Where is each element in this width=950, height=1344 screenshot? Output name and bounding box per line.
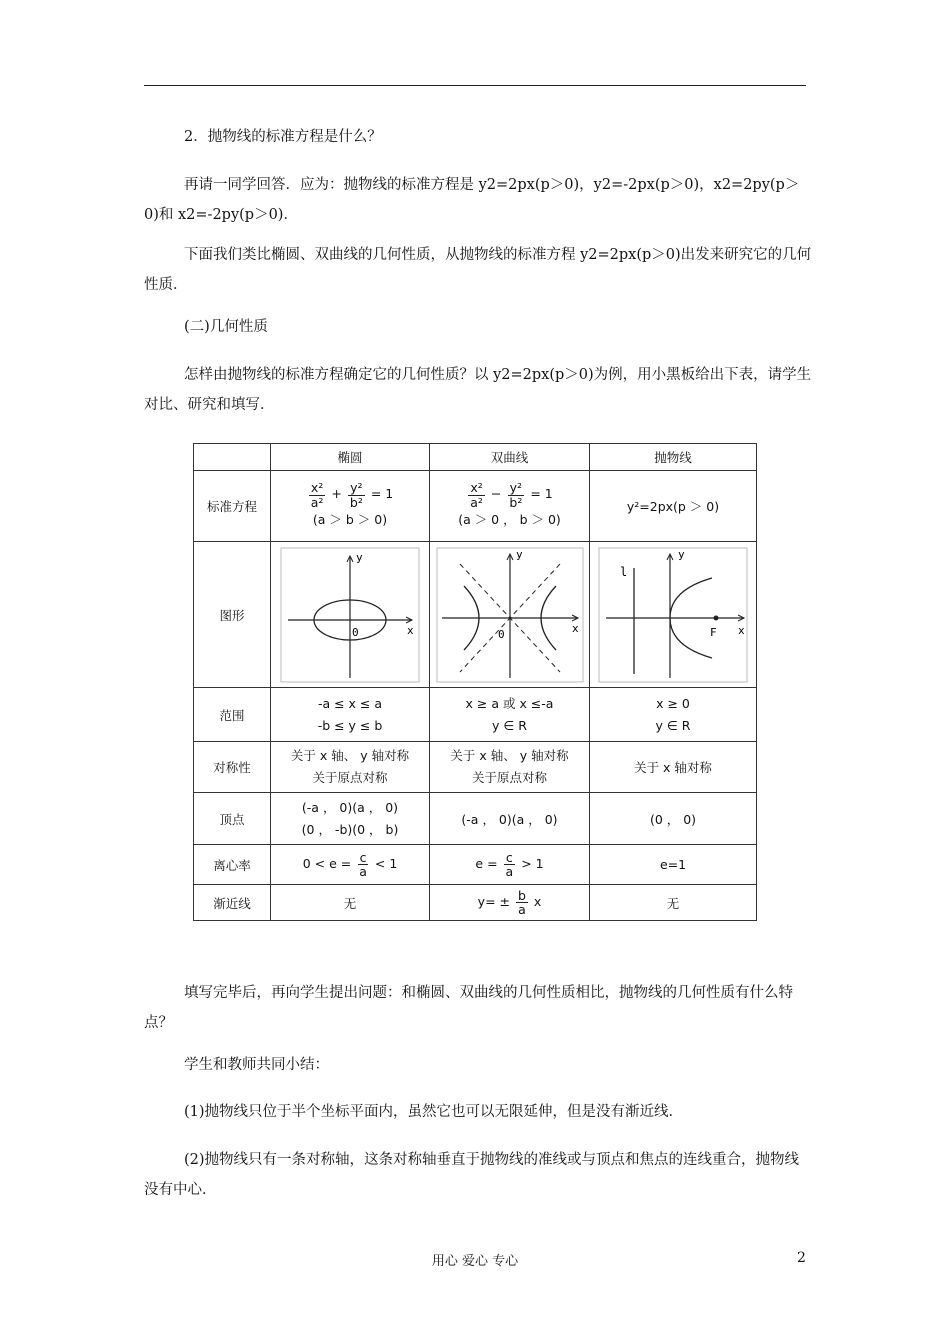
row-label-eccentricity: 离心率 [194, 845, 271, 885]
hyper-asym-suffix: x [533, 894, 542, 909]
hyperbola-range-x: x ≥ a 或 x ≤-a [465, 695, 554, 711]
table-header-row [194, 444, 757, 471]
paragraph-task: 怎样由抛物线的标准方程确定它的几何性质？以 y2=2px(p＞0)为例，用小黑板给出下表，请学生对比、研究和填写． [144, 367, 812, 413]
parabola-range-x: x ≥ 0 [656, 695, 690, 711]
ellipse-y-den: b² [349, 494, 363, 510]
ellipse-x-num: x² [310, 480, 324, 496]
page-number: 2 [797, 1250, 806, 1266]
x-label: x [571, 621, 579, 635]
hyper-asym-num: b [517, 887, 526, 903]
hyperbola-asymptote [430, 885, 590, 921]
ellipse-range [271, 688, 430, 742]
hyper-y-num: y² [509, 480, 523, 496]
ellipse-range-y: -b ≤ y ≤ b [317, 717, 383, 733]
ellipse-vertex-minor: (0 ， -b)(0 ， b) [301, 821, 399, 837]
hyper-y-den: b² [509, 494, 523, 510]
ellipse-symmetry [271, 742, 430, 793]
comparison-table [193, 443, 757, 921]
ellipse-range-x: -a ≤ x ≤ a [317, 695, 383, 711]
row-figure [194, 542, 757, 688]
hyperbola-symmetry-axes: 关于 x 轴、 y 轴对称 [450, 748, 569, 763]
header-rule [144, 85, 806, 86]
hyperbola-range [430, 688, 590, 742]
row-label-asymptote: 渐近线 [194, 885, 271, 921]
hyper-rhs: = 1 [530, 486, 553, 502]
row-symmetry [194, 742, 757, 793]
hyper-x-num: x² [470, 480, 483, 496]
hyper-ecc-num: c [505, 849, 513, 865]
ellipse-y-num: y² [350, 480, 363, 496]
hyperbola-graph [436, 546, 584, 684]
hyper-x-den: a² [470, 494, 483, 510]
ellipse-op: + [331, 486, 342, 502]
hyper-ecc-den: a [505, 864, 514, 879]
x-label: x [407, 623, 414, 637]
hyperbola-equation [430, 471, 590, 542]
parabola-asymptote: 无 [590, 885, 757, 921]
x-label: x [738, 623, 745, 637]
ellipse-symmetry-origin: 关于原点对称 [312, 770, 388, 785]
parabola-equation: y²=2px(p ＞ 0) [590, 471, 757, 542]
directrix-label: l [620, 564, 628, 579]
hyperbola-condition: (a ＞ 0 ， b ＞ 0) [458, 511, 561, 527]
parabola-figure-cell [590, 542, 757, 688]
ellipse-ecc-prefix: 0 < e = [302, 856, 352, 871]
ellipse-x-den: a² [310, 494, 324, 510]
paragraph-intro: 下面我们类比椭圆、双曲线的几何性质，从抛物线的标准方程 y2=2px(p＞0)出发来研究它的几何性质． [144, 247, 812, 293]
row-eccentricity [194, 845, 757, 885]
hyper-op: − [490, 486, 502, 502]
row-range [194, 688, 757, 742]
ellipse-asymptote: 无 [271, 885, 430, 921]
hyper-ecc-prefix: e = [475, 856, 498, 871]
hyper-asym-den: a [518, 902, 526, 917]
parabola-range-y: y ∈ R [655, 717, 691, 733]
y-label: y [356, 550, 363, 564]
origin-label: 0 [497, 627, 505, 641]
ellipse-vertex [271, 793, 430, 845]
row-label-symmetry: 对称性 [194, 742, 271, 793]
ellipse-condition: (a ＞ b ＞ 0) [312, 511, 388, 527]
parabola-range [590, 688, 757, 742]
header-hyperbola: 双曲线 [430, 444, 590, 471]
ellipse-equation [271, 471, 430, 542]
hyperbola-figure-cell [430, 542, 590, 688]
section-heading: (二)几何性质 [184, 319, 268, 335]
row-label-figure: 图形 [194, 542, 271, 688]
ellipse-symmetry-axes: 关于 x 轴、 y 轴对称 [290, 748, 410, 763]
hyperbola-range-y: y ∈ R [492, 717, 527, 733]
paragraph-followup: 填写完毕后，再向学生提出问题：和椭圆、双曲线的几何性质相比，抛物线的几何性质有什么特点？ [144, 985, 793, 1031]
parabola-symmetry: 关于 x 轴对称 [590, 742, 757, 793]
y-label: y [515, 547, 523, 561]
hyper-ecc-suffix: > 1 [521, 856, 544, 871]
parabola-vertex: (0 ， 0) [590, 793, 757, 845]
ellipse-ecc-num: c [359, 849, 367, 865]
row-asymptote [194, 885, 757, 921]
focus-label: F [710, 625, 717, 639]
paragraph-summary-intro: 学生和教师共同小结： [184, 1057, 329, 1073]
parabola-eccentricity: e=1 [590, 845, 757, 885]
ellipse-graph [280, 546, 420, 684]
hyperbola-symmetry-origin: 关于原点对称 [471, 770, 547, 785]
origin-label: 0 [352, 625, 359, 639]
hyper-asym-prefix: y= ± [477, 894, 510, 909]
footer-motto: 用心 爱心 专心 [431, 1254, 519, 1269]
row-label-range: 范围 [194, 688, 271, 742]
ellipse-ecc-den: a [359, 864, 367, 879]
y-label: y [678, 547, 685, 561]
paragraph-answer: 再请一同学回答．应为：抛物线的标准方程是 y2=2px(p＞0)，y2=-2px(p＞0)，x2=2py(p＞0)和 x2=-2py(p＞0)． [144, 177, 800, 223]
table-corner-cell [194, 444, 271, 471]
paragraph-question-2: 2．抛物线的标准方程是什么？ [184, 129, 382, 145]
paragraph-summary-2: (2)抛物线只有一条对称轴，这条对称轴垂直于抛物线的准线或与顶点和焦点的连线重合，抛物线没有中心． [144, 1152, 800, 1198]
row-label-equation: 标准方程 [194, 471, 271, 542]
paragraph-summary-1: (1)抛物线只位于半个坐标平面内，虽然它也可以无限延伸，但是没有渐近线． [184, 1104, 684, 1120]
row-equation [194, 471, 757, 542]
ellipse-rhs: = 1 [370, 486, 394, 502]
focus-point [714, 615, 719, 620]
ellipse-ecc-suffix: < 1 [374, 856, 398, 871]
ellipse-vertex-major: (-a ， 0)(a ， 0) [301, 799, 399, 815]
row-vertex [194, 793, 757, 845]
header-ellipse: 椭圆 [271, 444, 430, 471]
parabola-graph [598, 546, 748, 684]
hyperbola-vertex: (-a ， 0)(a ， 0) [430, 793, 590, 845]
header-parabola: 抛物线 [590, 444, 757, 471]
ellipse-figure-cell [271, 542, 430, 688]
ellipse-eccentricity [271, 845, 430, 885]
row-label-vertex: 顶点 [194, 793, 271, 845]
hyperbola-eccentricity [430, 845, 590, 885]
hyperbola-symmetry [430, 742, 590, 793]
